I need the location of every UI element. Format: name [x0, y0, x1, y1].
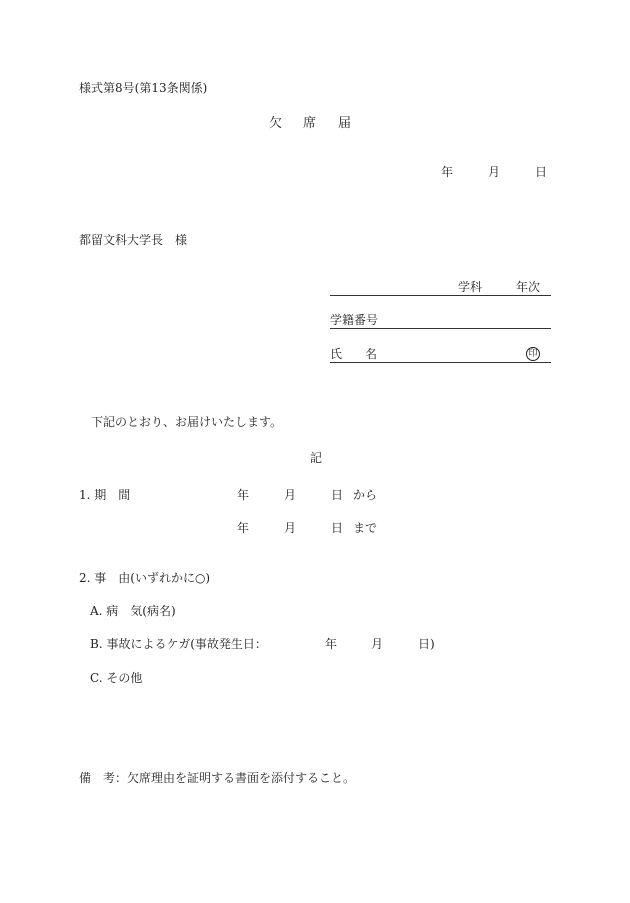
date-day: 日 — [535, 165, 548, 179]
title-char: 届 — [338, 116, 352, 131]
reason-b-year: 年 — [325, 637, 338, 651]
period-label: 1. 期 間 — [79, 488, 131, 502]
from-month: 月 — [284, 488, 297, 502]
title-char: 欠 — [269, 116, 283, 131]
intro-text: 下記のとおり、お届けいたします。 — [91, 415, 283, 429]
seal-icon: 印 — [526, 347, 540, 361]
ki-heading: 記 — [310, 451, 323, 465]
name-line — [330, 362, 551, 363]
reason-label: 2. 事 由(いずれかに○) — [79, 571, 211, 585]
to-day: 日 — [331, 521, 344, 535]
name-label: 名 — [365, 347, 378, 361]
remarks: 備 考：欠席理由を証明する書面を添付すること。 — [79, 771, 356, 785]
to-month: 月 — [284, 521, 297, 535]
date-month: 月 — [488, 165, 501, 179]
reason-b-day: 日) — [418, 637, 435, 651]
reason-c: C. その他 — [90, 671, 143, 685]
to-suffix: まで — [353, 521, 378, 535]
reason-a: A. 病 気(病名) — [90, 604, 176, 618]
to-year: 年 — [237, 521, 250, 535]
grade-label: 年次 — [516, 280, 541, 294]
date-year: 年 — [441, 165, 454, 179]
student-id-line — [330, 328, 551, 329]
name-label: 氏 — [330, 347, 343, 361]
form-number: 様式第8号(第13条関係) — [79, 81, 208, 95]
from-day: 日 — [331, 488, 344, 502]
from-suffix: から — [353, 488, 378, 502]
department-label: 学科 — [458, 280, 483, 294]
department-line — [330, 295, 551, 296]
from-year: 年 — [237, 488, 250, 502]
reason-b: B. 事故によるケガ(事故発生日： — [90, 637, 267, 651]
title-char: 席 — [303, 116, 317, 131]
addressee: 都留文科大学長 様 — [79, 233, 188, 247]
reason-b-month: 月 — [371, 637, 384, 651]
student-id-label: 学籍番号 — [330, 313, 379, 327]
